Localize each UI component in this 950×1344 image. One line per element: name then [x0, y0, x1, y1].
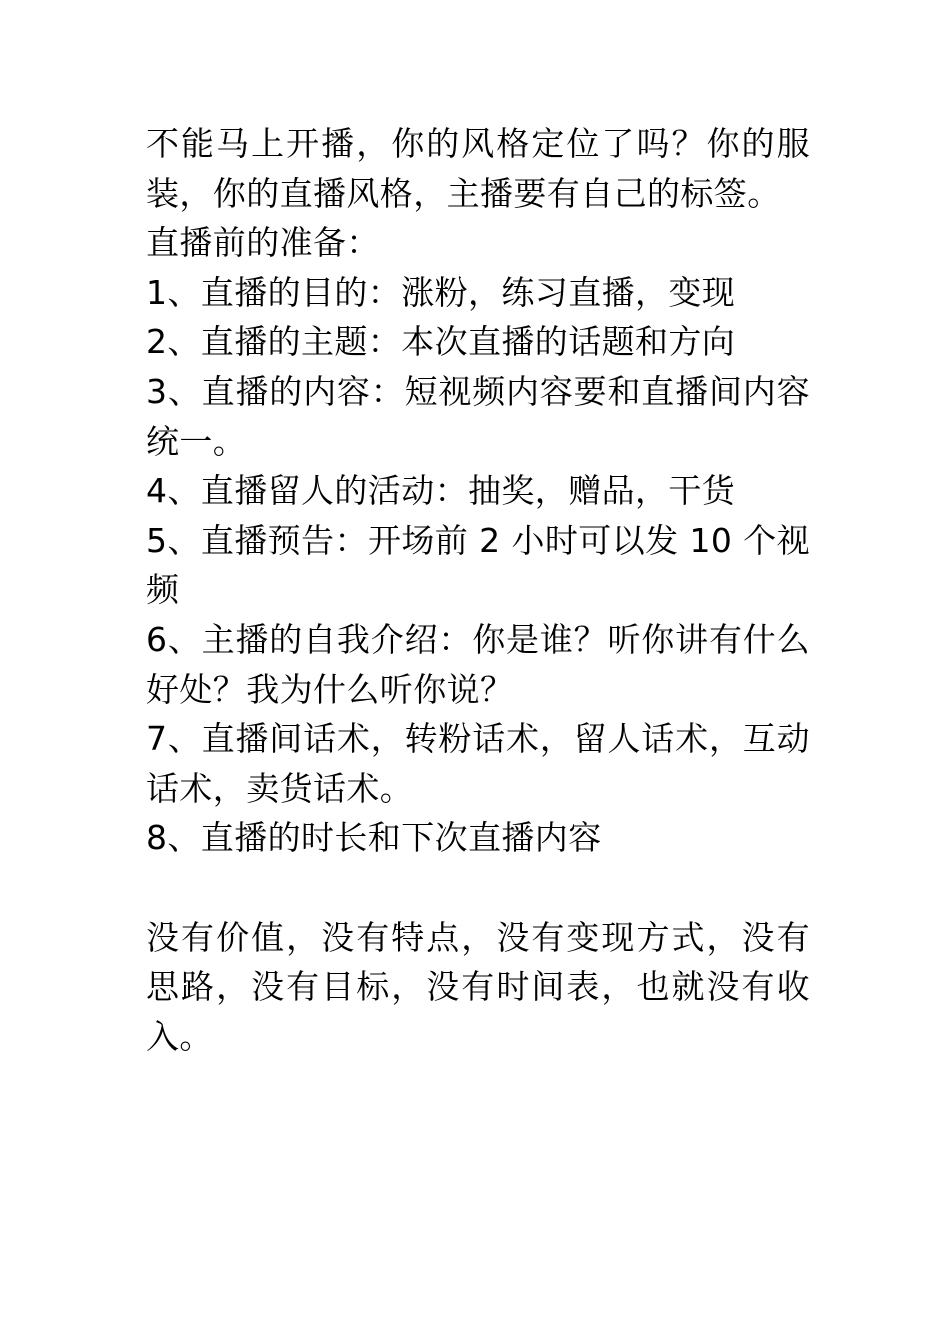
list-item: 4、直播留人的活动：抽奖，赠品，干货 — [146, 471, 736, 511]
document-body — [146, 119, 810, 1061]
list-item: 7、直播间话术，转粉话术，留人话术，互动话术，卖货话术。 — [146, 719, 810, 808]
list-item: 3、直播的内容：短视频内容要和直播间内容统一。 — [146, 371, 810, 461]
list-item: 2、直播的主题：本次直播的话题和方向 — [146, 322, 736, 362]
list-item: 6、主播的自我介绍：你是谁？听你讲有什么好处？我为什么听你说？ — [146, 619, 810, 709]
list-item: 8、直播的时长和下次直播内容 — [146, 818, 602, 858]
conclusion-paragraph: 没有价值，没有特点，没有变现方式，没有思路，没有目标，没有时间表，也就没有收入。 — [146, 917, 810, 1056]
list-item: 5、直播预告：开场前 2 小时可以发 10 个视频 — [146, 520, 810, 610]
intro-paragraph: 不能马上开播，你的风格定位了吗？你的服装，你的直播风格，主播要有自己的标签。 — [146, 124, 810, 213]
blank-line — [146, 863, 810, 913]
section-heading: 直播前的准备： — [146, 223, 380, 263]
list-item: 1、直播的目的：涨粉，练习直播，变现 — [146, 272, 736, 312]
